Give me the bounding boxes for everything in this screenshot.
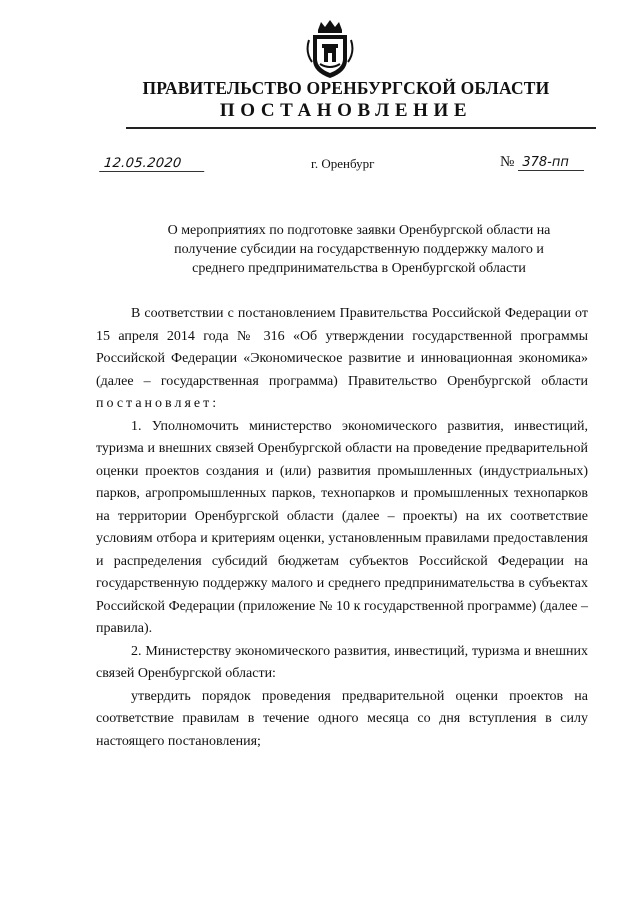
subject-line: О мероприятиях по подготовке заявки Оренбургской области на	[167, 223, 551, 238]
preamble-text: В соответствии с постановлением Правительства Российской Федерации от 15 апреля 2014 года № 316 «Об утверждении государственной программы Российской Федерации «Экономическое развитие и инновационная экономика» (далее – государственная программа) Правительство Оренбургской области	[96, 306, 588, 389]
item-1-paragraph: 1. Уполномочить министерство экономического развития, инвестиций, туризма и внешних связей Оренбургской области на проведение предварительной оценки проектов создания и (или) развития промышленных (индустриальных) парков, агропромышленных парков, технопарков и промышленных технопарков на территории Оренбургской области (далее – проекты) на их соответствие условиям отбора и критериям оценки, установленным правилами предоставления и распределения субсидий бюджетам субъектов Российской Федерации на государственную поддержку малого и среднего предпринимательства в субъектах Российской Федерации (приложение № 10 к государственной программе) (далее – правила).	[96, 418, 588, 636]
document-type-title: ПОСТАНОВЛЕНИЕ	[219, 100, 473, 121]
document-subject	[130, 221, 588, 278]
preamble-paragraph	[96, 303, 588, 416]
coat-of-arms-icon	[305, 18, 355, 80]
decree-word: постановляет:	[96, 396, 220, 411]
item-2-subparagraph: утвердить порядок проведения предварительной оценки проектов на соответствие правилам в течение одного месяца со дня вступления в силу настоящего постановления;	[96, 688, 588, 749]
document-body	[96, 303, 588, 753]
document-date: 12.05.2020	[99, 156, 206, 172]
header-divider	[126, 127, 596, 129]
document-number	[500, 154, 584, 171]
item-2-paragraph: 2. Министерству экономического развития, инвестиций, туризма и внешних связей Оренбургской области:	[96, 643, 588, 681]
subject-line: получение субсидии на государственную поддержку малого и	[174, 242, 544, 257]
number-sign: №	[500, 154, 515, 170]
document-number-value: 378-пп	[518, 155, 584, 171]
document-city: г. Оренбург	[311, 156, 375, 171]
government-title: ПРАВИТЕЛЬСТВО ОРЕНБУРГСКОЙ ОБЛАСТИ	[142, 78, 550, 98]
subject-line: среднего предпринимательства в Оренбургской области	[192, 261, 526, 276]
